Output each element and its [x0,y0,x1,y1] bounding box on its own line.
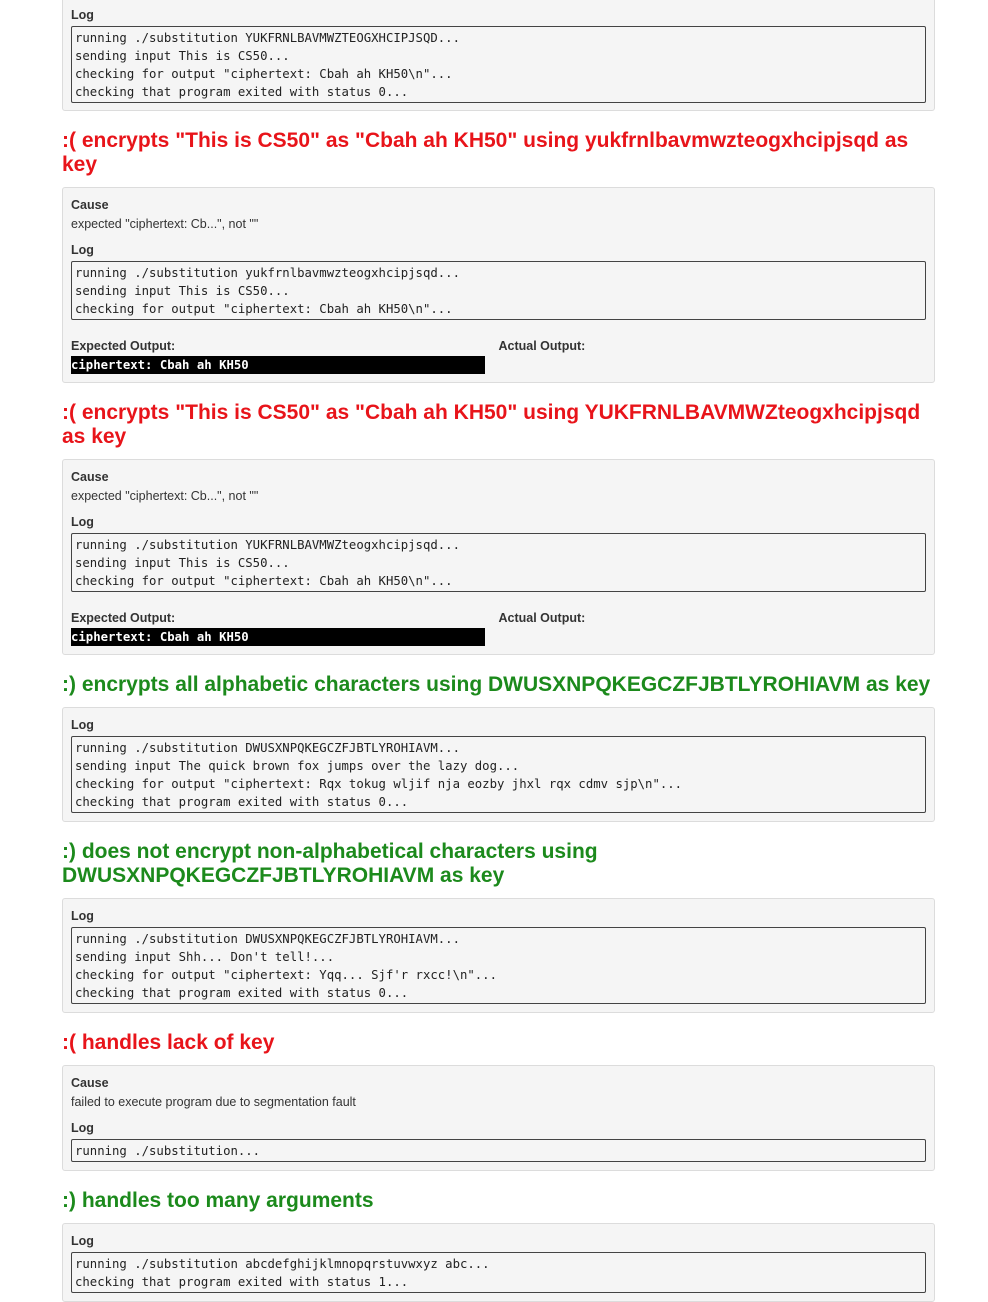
actual-output-label: Actual Output: [498,611,586,625]
actual-output-column [499,610,927,646]
log-line: sending input This is CS50... [75,556,290,570]
log-line: checking for output "ciphertext: Cbah ah KH50\n"... [75,574,453,588]
cause-text: failed to execute program due to segmentation fault [71,1095,356,1109]
log-line: running ./substitution abcdefghijklmnopqrstuvwxyz abc... [75,1257,490,1271]
log-line: running ./substitution YUKFRNLBAVMWZteogxhcipjsqd... [75,538,460,552]
check-panel [62,707,935,822]
log-line: running ./substitution... [75,1144,261,1158]
log-label: Log [71,8,94,22]
log-line: running ./substitution DWUSXNPQKEGCZFJBTLYROHIAVM... [75,932,460,946]
expected-output-box[interactable]: ciphertext: Cbah ah KH50 [71,628,485,646]
actual-output-label: Actual Output: [498,339,586,353]
cause-text: expected "ciphertext: Cb...", not "" [71,489,259,503]
log-box[interactable] [71,26,926,103]
check-heading: :) encrypts all alphabetic characters using DWUSXNPQKEGCZFJBTLYROHIAVM as key [62,673,931,696]
check50-results [62,0,935,1302]
check-panel [62,1065,935,1171]
log-line: checking for output "ciphertext: Yqq... Sjf'r rxcc!\n"... [75,968,497,982]
cause-label: Cause [71,198,109,212]
log-box[interactable] [71,927,926,1004]
expected-output-column [71,338,499,374]
check-panel [62,1223,935,1302]
log-line: checking for output "ciphertext: Rqx tokug wljif nja eozby jhxl rqx cdmv sjp\n"... [75,777,683,791]
log-line: checking for output "ciphertext: Cbah ah KH50\n"... [75,302,453,316]
log-line: checking that program exited with status 1... [75,1275,409,1289]
check-heading: :) handles too many arguments [62,1189,374,1212]
expected-output-label: Expected Output: [71,611,176,625]
cause-label: Cause [71,470,109,484]
log-line: running ./substitution YUKFRNLBAVMWZTEOGXHCIPJSQD... [75,31,460,45]
log-label: Log [71,718,94,732]
log-line: checking that program exited with status 0... [75,85,409,99]
cause-label: Cause [71,1076,109,1090]
log-label: Log [71,243,94,257]
log-label: Log [71,1234,94,1248]
check-heading: :) does not encrypt non-alphabetical characters using DWUSXNPQKEGCZFJBTLYROHIAVM as key [62,840,598,887]
log-line: checking for output "ciphertext: Cbah ah KH50\n"... [75,67,453,81]
check-heading: :( encrypts "This is CS50" as "Cbah ah KH50" using yukfrnlbavmwzteogxhcipjsqd as key [62,129,909,176]
log-line: checking that program exited with status 0... [75,986,409,1000]
cause-text: expected "ciphertext: Cb...", not "" [71,217,259,231]
log-box[interactable] [71,261,926,320]
log-line: checking that program exited with status 0... [75,795,409,809]
check-heading: :( handles lack of key [62,1031,275,1054]
log-line: running ./substitution DWUSXNPQKEGCZFJBTLYROHIAVM... [75,741,460,755]
log-label: Log [71,909,94,923]
check-panel [62,459,935,655]
actual-output-column [499,338,927,374]
check-panel [62,187,935,383]
log-line: sending input This is CS50... [75,49,290,63]
log-box[interactable] [71,533,926,592]
outputs [71,338,926,374]
log-line: running ./substitution yukfrnlbavmwzteogxhcipjsqd... [75,266,460,280]
expected-output-label: Expected Output: [71,339,176,353]
log-line: sending input Shh... Don't tell!... [75,950,335,964]
log-label: Log [71,515,94,529]
check-heading: :( encrypts "This is CS50" as "Cbah ah KH50" using YUKFRNLBAVMWZteogxhcipjsqd as key [62,401,921,448]
log-line: sending input This is CS50... [75,284,290,298]
outputs [71,610,926,646]
log-box[interactable] [71,736,926,813]
log-line: sending input The quick brown fox jumps over the lazy dog... [75,759,520,773]
expected-output-column [71,610,499,646]
check-panel [62,0,935,111]
log-label: Log [71,1121,94,1135]
log-box[interactable] [71,1139,926,1162]
expected-output-box[interactable]: ciphertext: Cbah ah KH50 [71,356,485,374]
check-panel [62,898,935,1013]
